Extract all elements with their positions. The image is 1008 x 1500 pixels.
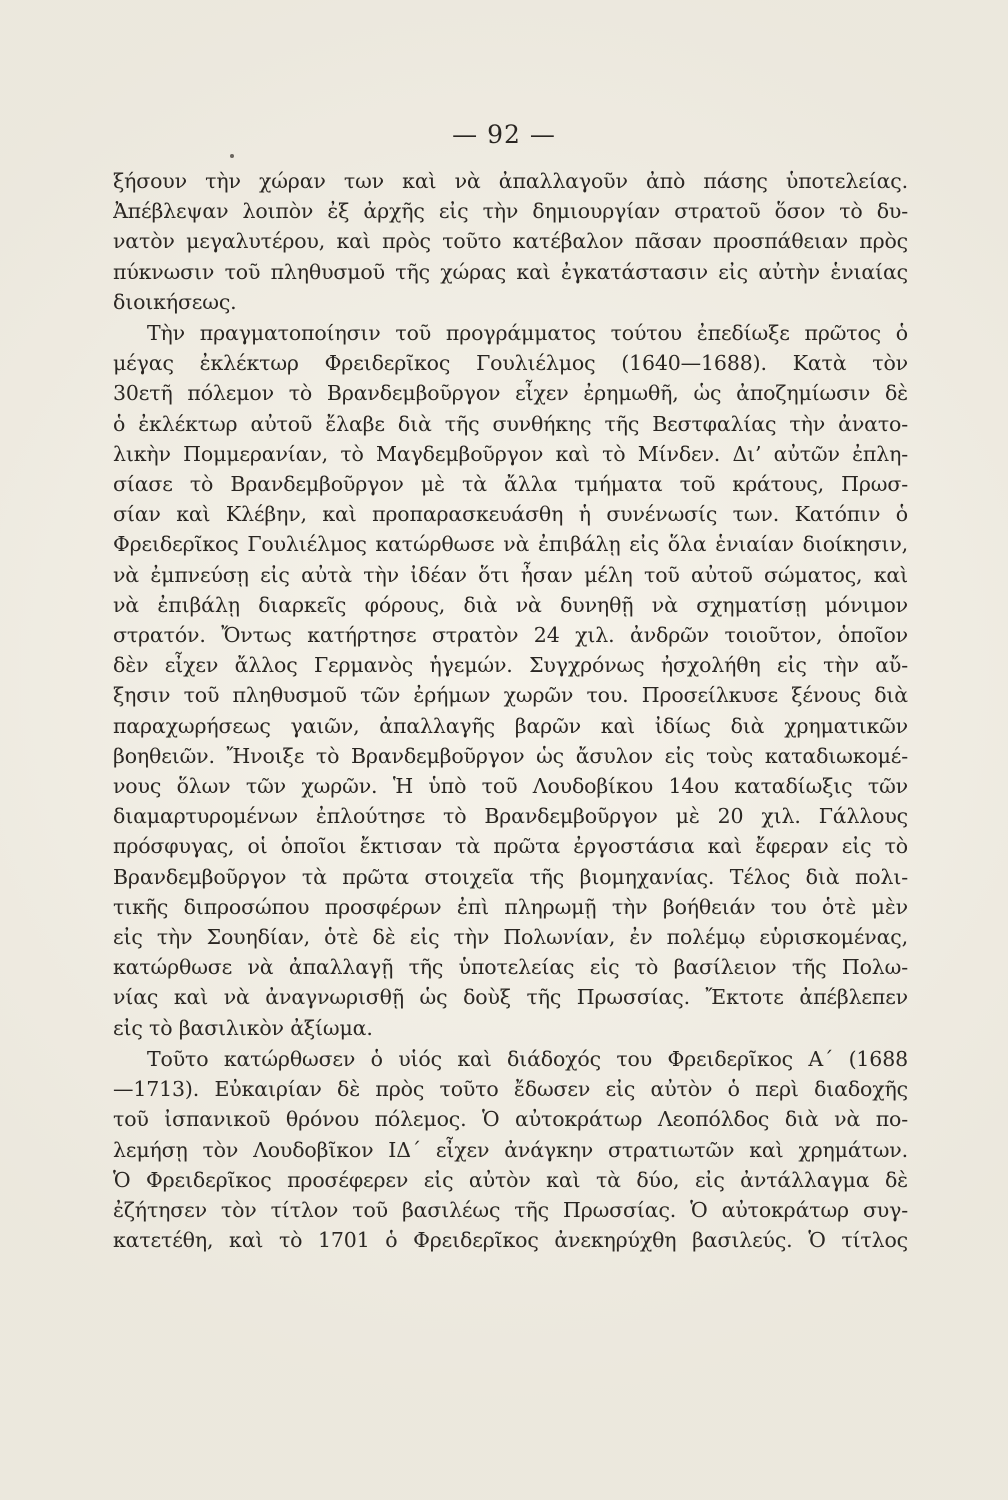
text-line: βοηθειῶν. Ἤνοιξε τὸ Βρανδεμβοῦργον ὡς ἄσυλον εἰς τοὺς καταδιωκομέ- — [113, 743, 908, 768]
text-line: νατὸν μεγαλυτέρου, καὶ πρὸς τοῦτο κατέβαλον πᾶσαν προσπάθειαν πρὸς — [113, 229, 908, 254]
text-line: μέγας ἐκλέκτωρ Φρειδερῖκος Γουλιέλμος (1640—1688). Κατὰ τὸν — [113, 351, 908, 376]
text-line: νίας καὶ νὰ ἀναγνωρισθῇ ὡς δοὺξ τῆς Πρωσσίας. Ἔκτοτε ἀπέβλεπεν — [113, 985, 908, 1010]
text-line: διοικήσεως. — [113, 289, 237, 314]
paragraph-2 — [113, 318, 908, 1043]
page-number: — 92 — — [452, 120, 556, 149]
text-line: νὰ ἐμπνεύσῃ εἰς αὐτὰ τὴν ἰδέαν ὅτι ἦσαν μέλη τοῦ αὐτοῦ σώματος, καὶ — [113, 562, 908, 587]
text-line: Ὁ Φρειδερῖκος προσέφερεν εἰς αὐτὸν καὶ τὰ δύο, εἰς ἀντάλλαγμα δὲ — [113, 1167, 908, 1192]
paragraph-3 — [113, 1044, 908, 1255]
text-line: λικὴν Πομμερανίαν, τὸ Μαγδεμβοῦργον καὶ τὸ Μίνδεν. Δι’ αὐτῶν ἐπλη- — [113, 441, 908, 466]
text-line: Τὴν πραγματοποίησιν τοῦ προγράμματος τούτου ἐπεδίωξε πρῶτος ὁ — [147, 321, 908, 346]
text-line: —1713). Εὐκαιρίαν δὲ πρὸς τοῦτο ἔδωσεν εἰς αὐτὸν ὁ περὶ διαδοχῆς — [113, 1077, 908, 1102]
text-line: τικῆς διπροσώπου προσφέρων ἐπὶ πληρωμῇ τὴν βοήθειάν του ὁτὲ μὲν — [113, 894, 908, 919]
text-line: δὲν εἶχεν ἄλλος Γερμανὸς ἡγεμών. Συγχρόνως ἠσχολήθη εἰς τὴν αὔ- — [113, 653, 908, 678]
text-line: πρόσφυγας, οἱ ὁποῖοι ἔκτισαν τὰ πρῶτα ἐργοστάσια καὶ ἔφεραν εἰς τὸ — [113, 834, 908, 859]
text-line: Βρανδεμβοῦργον τὰ πρῶτα στοιχεῖα τῆς βιομηχανίας. Τέλος διὰ πολι- — [113, 864, 908, 889]
paragraph-1 — [113, 166, 908, 317]
text-line: Φρειδερῖκος Γουλιέλμος κατώρθωσε νὰ ἐπιβάλῃ εἰς ὅλα ἑνιαίαν διοίκησιν, — [113, 532, 908, 557]
text-line: κατετέθη, καὶ τὸ 1701 ὁ Φρειδερῖκος ἀνεκηρύχθη βασιλεύς. Ὁ τίτλος — [113, 1228, 908, 1253]
text-line: κατώρθωσε νὰ ἀπαλλαγῇ τῆς ὑποτελείας εἰς τὸ βασίλειον τῆς Πολω- — [113, 955, 908, 980]
text-line: Ἀπέβλεψαν λοιπὸν ἐξ ἀρχῆς εἰς τὴν δημιουργίαν στρατοῦ ὅσον τὸ δυ- — [113, 199, 908, 224]
text-line: τοῦ ἰσπανικοῦ θρόνου πόλεμος. Ὁ αὐτοκράτωρ Λεοπόλδος διὰ νὰ πο- — [113, 1107, 908, 1132]
text-line: εἰς τὴν Σουηδίαν, ὁτὲ δὲ εἰς τὴν Πολωνίαν, ἐν πολέμῳ εὑρισκομένας, — [113, 925, 908, 950]
main-text — [113, 166, 908, 1255]
text-line: εἰς τὸ βασιλικὸν ἀξίωμα. — [113, 1015, 373, 1040]
text-line: ὁ ἐκλέκτωρ αὐτοῦ ἔλαβε διὰ τῆς συνθήκης τῆς Βεστφαλίας τὴν ἀνατο- — [113, 411, 908, 436]
ink-speck — [230, 154, 234, 158]
text-line: παραχωρήσεως γαιῶν, ἀπαλλαγῆς βαρῶν καὶ ἰδίως διὰ χρηματικῶν — [113, 713, 908, 738]
text-line: νὰ ἐπιβάλῃ διαρκεῖς φόρους, διὰ νὰ δυνηθῇ νὰ σχηματίσῃ μόνιμον — [113, 592, 908, 617]
text-line: ἐζήτησεν τὸν τίτλον τοῦ βασιλέως τῆς Πρωσσίας. Ὁ αὐτοκράτωρ συγ- — [113, 1197, 908, 1222]
text-line: Τοῦτο κατώρθωσεν ὁ υἱός καὶ διάδοχός του Φρειδερῖκος Α΄ (1688 — [147, 1046, 908, 1071]
text-line: ξησιν τοῦ πληθυσμοῦ τῶν ἐρήμων χωρῶν του. Προσείλκυσε ξένους διὰ — [113, 683, 908, 708]
text-line: 30ετῆ πόλεμον τὸ Βρανδεμβοῦργον εἶχεν ἐρημωθῆ, ὡς ἀποζημίωσιν δὲ — [113, 381, 908, 406]
text-line: στρατόν. Ὄντως κατήρτησε στρατὸν 24 χιλ. ἀνδρῶν τοιοῦτον, ὁποῖον — [113, 623, 908, 648]
text-line: πύκνωσιν τοῦ πληθυσμοῦ τῆς χώρας καὶ ἐγκατάστασιν εἰς αὐτὴν ἑνιαίας — [113, 259, 908, 284]
text-line: σίασε τὸ Βρανδεμβοῦργον μὲ τὰ ἄλλα τμήματα τοῦ κράτους, Πρωσ- — [113, 472, 908, 497]
text-line: νους ὅλων τῶν χωρῶν. Ἡ ὑπὸ τοῦ Λουδοβίκου 14ου καταδίωξις τῶν — [113, 774, 908, 799]
text-line: σίαν καὶ Κλέβην, καὶ προπαρασκευάσθη ἡ συνένωσίς των. Κατόπιν ὁ — [113, 502, 908, 527]
text-line: διαμαρτυρομένων ἐπλούτησε τὸ Βρανδεμβοῦργον μὲ 20 χιλ. Γάλλους — [113, 804, 908, 829]
text-line: ξήσουν τὴν χώραν των καὶ νὰ ἀπαλλαγοῦν ἀπὸ πάσης ὑποτελείας. — [113, 169, 908, 193]
text-line: λεμήσῃ τὸν Λουδοβῖκον ΙΔ΄ εἶχεν ἀνάγκην στρατιωτῶν καὶ χρημάτων. — [113, 1137, 908, 1162]
